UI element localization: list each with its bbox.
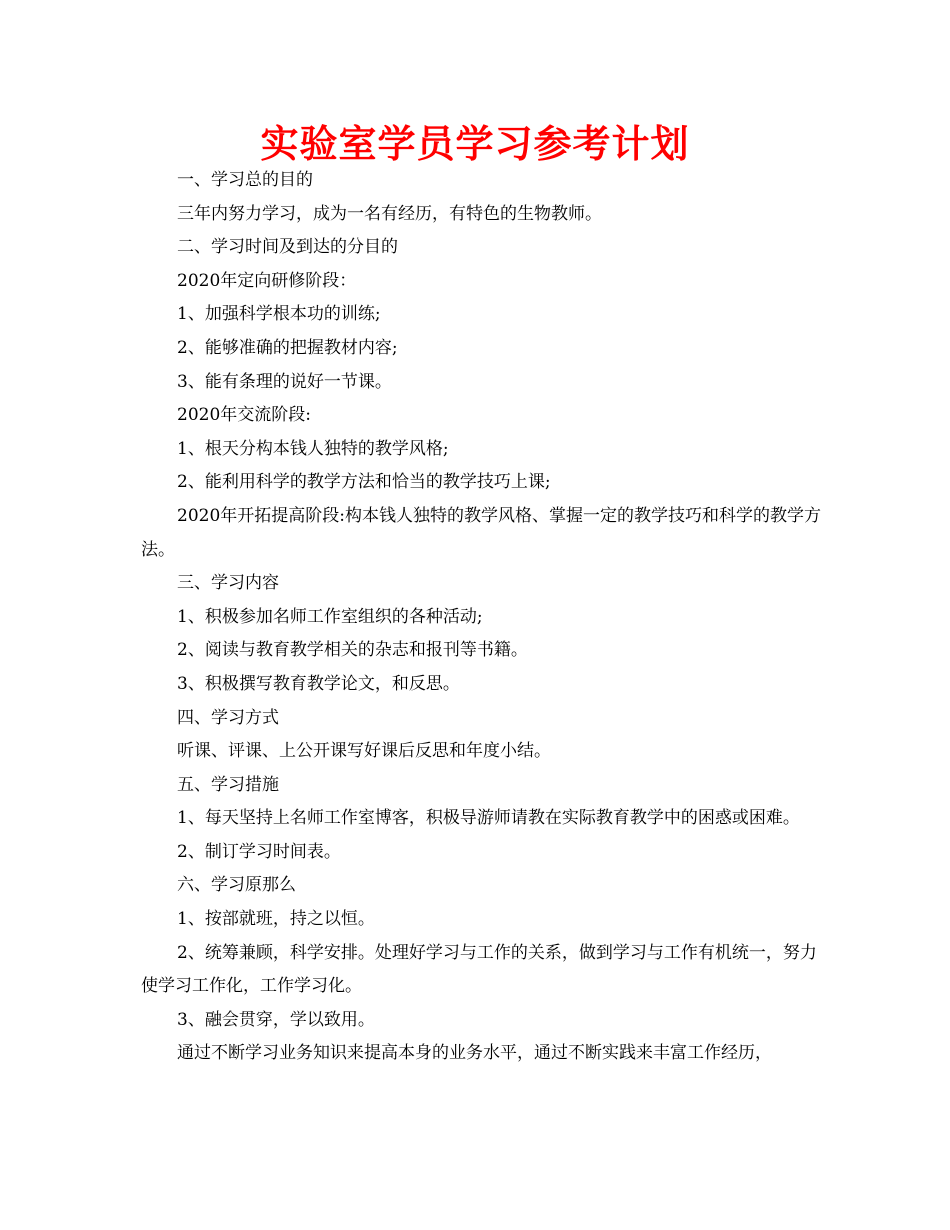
paragraph: 听课、评课、上公开课写好课后反思和年度小结。 bbox=[177, 741, 551, 762]
paragraph: 2020年交流阶段: bbox=[177, 405, 311, 426]
list-item: 1、加强科学根本功的训练; bbox=[177, 304, 381, 325]
list-item: 1、积极参加名师工作室组织的各种活动; bbox=[177, 606, 483, 627]
list-item: 2、能够准确的把握教材内容; bbox=[177, 337, 398, 358]
list-item: 2、制订学习时间表。 bbox=[177, 841, 341, 862]
list-item: 1、每天坚持上名师工作室博客，积极导游师请教在实际教育教学中的困惑或困难。 bbox=[177, 808, 800, 829]
paragraph: 2020年定向研修阶段： bbox=[177, 270, 357, 291]
section-heading-4: 四、学习方式 bbox=[177, 707, 279, 728]
section-heading-6: 六、学习原那么 bbox=[177, 875, 296, 896]
list-item: 3、融会贯穿，学以致用。 bbox=[177, 1009, 375, 1030]
list-item: 1、按部就班，持之以恒。 bbox=[177, 909, 375, 930]
paragraph: 三年内努力学习，成为一名有经历，有特色的生物教师。 bbox=[177, 203, 602, 224]
paragraph: 2020年开拓提高阶段:构本钱人独特的教学风格、掌握一定的教学技巧和科学的教学方法。 bbox=[141, 505, 821, 560]
list-item: 2、阅读与教育教学相关的杂志和报刊等书籍。 bbox=[177, 640, 528, 661]
section-heading-2: 二、学习时间及到达的分目的 bbox=[177, 237, 398, 258]
document-title: 实验室学员学习参考计划 bbox=[260, 122, 690, 166]
document-body bbox=[141, 164, 821, 1071]
paragraph: 通过不断学习业务知识来提高本身的业务水平，通过不断实践来丰富工作经历， bbox=[177, 1043, 772, 1064]
list-item: 1、根天分构本钱人独特的教学风格; bbox=[177, 438, 449, 459]
list-item: 3、积极撰写教育教学论文，和反思。 bbox=[177, 673, 460, 694]
section-heading-3: 三、学习内容 bbox=[177, 573, 279, 594]
list-item: 3、能有条理的说好一节课。 bbox=[177, 371, 392, 392]
section-heading-5: 五、学习措施 bbox=[177, 774, 279, 795]
section-heading-1: 一、学习总的目的 bbox=[177, 170, 313, 190]
list-item: 2、统筹兼顾，科学安排。处理好学习与工作的关系，做到学习与工作有机统一，努力使学习工作化，工作学习化。 bbox=[141, 942, 817, 997]
list-item: 2、能利用科学的教学方法和恰当的教学技巧上课; bbox=[177, 472, 551, 493]
